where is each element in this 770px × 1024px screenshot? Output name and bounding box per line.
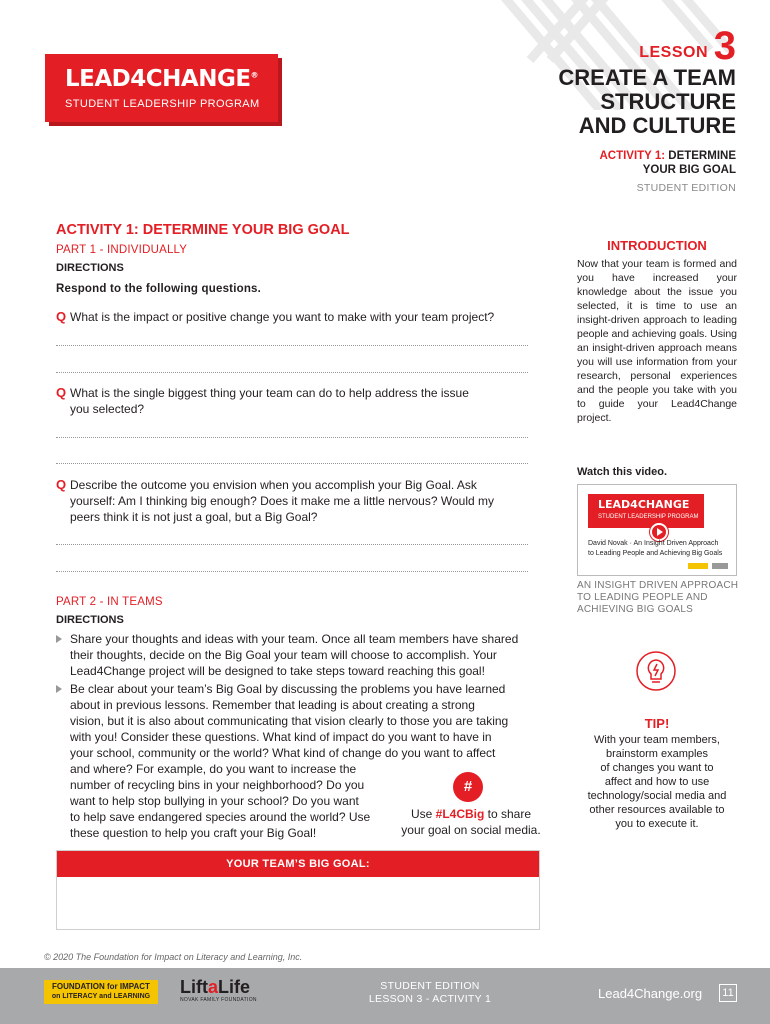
question-3: Q Describe the outcome you envision when you accomplish your Big Goal. Ask yourself: Am I thinking big enough? Does it make me a little nervous? Would my peers think it is not just a goal, but a Big Goal? — [56, 477, 494, 524]
introduction-heading: INTRODUCTION — [607, 238, 707, 253]
edition-label: STUDENT EDITION — [636, 182, 736, 194]
question-mark-icon: Q — [56, 309, 67, 324]
website-link[interactable]: Lead4Change.org — [598, 986, 703, 1001]
hashtag-link[interactable]: #L4CBig — [435, 807, 485, 821]
respond-instruction: Respond to the following questions. — [56, 283, 262, 295]
tip-heading: TIP! — [644, 716, 670, 731]
directions-heading: DIRECTIONS — [56, 262, 124, 274]
lift-a-life-logo: LiftaLife NOVAK FAMILY FOUNDATION — [180, 977, 257, 1003]
directions-heading: DIRECTIONS — [56, 614, 124, 626]
list-item: Share your thoughts and ideas with your team. Once all team members have shared their thoughts, decide on the Big Goal your team will choose to accomplish. Your Lead4Change project will be designed to take steps toward reaching this goal! — [56, 631, 546, 679]
question-1: Q What is the impact or positive change you want to make with your team project? — [56, 309, 495, 324]
lightbulb-icon — [636, 651, 676, 691]
answer-line[interactable] — [56, 463, 528, 464]
lesson-label: LESSON — [639, 44, 708, 61]
hashtag-caption: Use #L4CBig to share your goal on social media. — [401, 807, 541, 837]
watch-video-label: Watch this video. — [577, 466, 668, 478]
part1-heading: PART 1 - INDIVIDUALLY — [56, 244, 188, 256]
answer-line[interactable] — [56, 544, 528, 545]
answer-line[interactable] — [56, 437, 528, 438]
introduction-text: Now that your team is formed and you have increased your knowledge about the issue you selected, it is time to use an insight-driven approach to leading people and achieving goals. Using an insight-driven approach means you will use information from your research, personal experiences and the people you take with you to guide your Lead4Change project. — [577, 258, 737, 424]
activity-heading: ACTIVITY 1: DETERMINE YOUR BIG GOAL — [56, 222, 350, 238]
bullet-arrow-icon — [56, 635, 62, 643]
lesson-title: CREATE A TEAM STRUCTURE AND CULTURE — [558, 65, 736, 138]
list-item: Be clear about your team’s Big Goal by discussing the problems you have learned about in previous lessons. Remember that leading is about creating a strong vision, but it is also about communicating that vision clearly to those you are taking with you! Consider these questions. What kind of impact do you want to have in your school, community or the world? What kind of change do you want to affect and where? For example, do you want to increase the number of recycling bins in your neighborhood? Do you want to help stop bullying in your school? Do you want to help save endangered species around the world? Use these question to help you craft your Big Goal! — [56, 681, 546, 841]
copyright-notice: © 2020 The Foundation for Impact on Literacy and Learning, Inc. — [44, 952, 303, 962]
footer — [0, 968, 770, 1024]
question-mark-icon: Q — [56, 477, 67, 492]
question-mark-icon: Q — [56, 385, 67, 400]
page-number: 11 — [719, 984, 737, 1002]
lead4change-logo — [45, 54, 278, 122]
big-goal-label: YOUR TEAM’S BIG GOAL: — [57, 851, 539, 877]
video-caption: AN INSIGHT DRIVEN APPROACH TO LEADING PEOPLE AND ACHIEVING BIG GOALS — [577, 580, 739, 615]
question-2: Q What is the single biggest thing your team can do to help address the issue you selected? — [56, 385, 469, 416]
footer-lesson-info: STUDENT EDITION LESSON 3 - ACTIVITY 1 — [368, 980, 492, 1005]
answer-line[interactable] — [56, 345, 528, 346]
answer-line[interactable] — [56, 372, 528, 373]
tip-text: With your team members, brainstorm examples of changes you want to affect and how to use technology/social media and other resources available to you to execute it. — [587, 734, 727, 830]
video-thumbnail[interactable] — [577, 484, 737, 576]
part2-heading: PART 2 - IN TEAMS — [56, 596, 163, 608]
video-title: David Novak · An Insight Driven Approach to Leading People and Achieving Big Goals — [588, 540, 723, 557]
logo-subtitle: STUDENT LEADERSHIP PROGRAM — [65, 98, 260, 110]
answer-line[interactable] — [56, 571, 528, 572]
logo-wordmark: LEAD4CHANGE® — [65, 66, 259, 92]
foundation-logo: FOUNDATION for IMPACT on LITERACY and LEARNING — [44, 980, 158, 1004]
video-sponsor-logo — [688, 563, 728, 569]
bullet-arrow-icon — [56, 685, 62, 693]
video-logo: LEAD4CHANGE STUDENT LEADERSHIP PROGRAM — [588, 494, 704, 528]
hashtag-icon: # — [453, 772, 483, 802]
activity-subtitle: ACTIVITY 1: DETERMINE YOUR BIG GOAL — [599, 150, 736, 176]
big-goal-box[interactable] — [56, 850, 540, 930]
lesson-number: 3 — [713, 24, 736, 68]
